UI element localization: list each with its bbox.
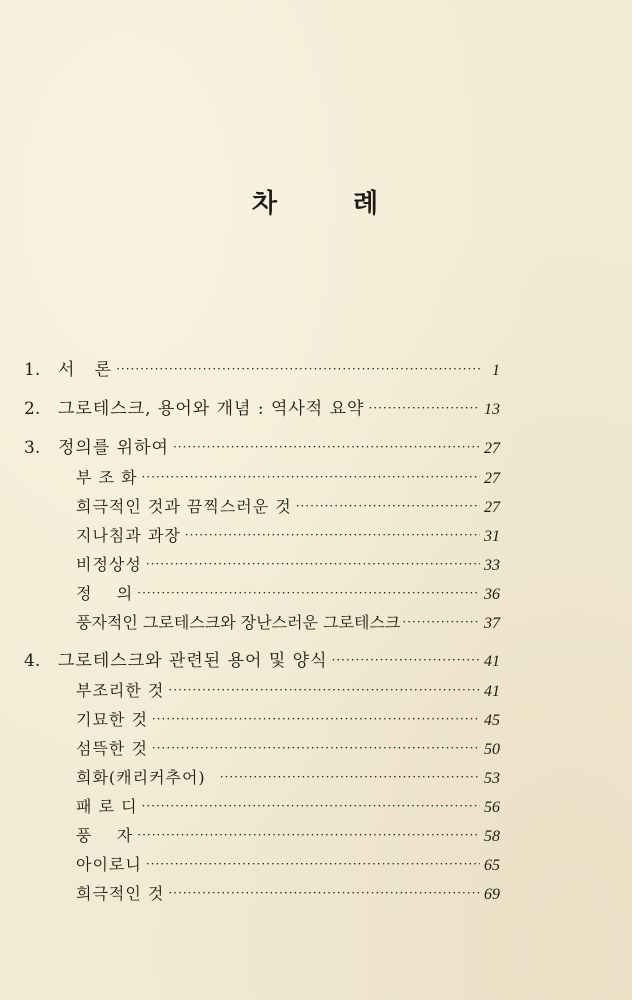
toc-page-number: 41: [484, 683, 500, 700]
leader-dots: [185, 521, 480, 550]
toc-number: 2.: [24, 399, 41, 419]
toc-entry-chapter-3: [24, 434, 500, 463]
toc-entry-section: [24, 550, 500, 579]
leader-dots: [142, 792, 480, 821]
title-right: 례: [353, 189, 381, 219]
toc-page-number: 53: [484, 770, 500, 787]
toc-page-number: 33: [484, 557, 500, 574]
toc-number: 4.: [24, 651, 41, 671]
toc-page-number: 1: [492, 362, 500, 379]
toc-label: 풍 자: [76, 826, 134, 845]
leader-dots: [137, 821, 480, 850]
toc-label: 패 로 디: [76, 797, 138, 816]
toc-label: 희화(캐리커추어): [76, 768, 206, 787]
leader-dots: [152, 705, 480, 734]
toc-entry-section: [24, 821, 500, 850]
toc-label: 아이로니: [76, 855, 142, 874]
toc-page-number: 50: [484, 741, 500, 758]
toc-page-number: 69: [484, 886, 500, 903]
toc-label: 부조리한 것: [76, 681, 165, 700]
toc-entry-chapter-2: [24, 395, 500, 424]
toc-label: 희극적인 것과 끔찍스러운 것: [76, 497, 292, 516]
toc-entry-section: [24, 492, 500, 521]
toc-page-number: 37: [484, 615, 500, 632]
leader-dots: [173, 433, 480, 462]
toc-label: 정 의: [76, 584, 134, 603]
toc-label: 기묘한 것: [76, 710, 148, 729]
leader-dots: [296, 492, 480, 521]
toc-page-number: 41: [484, 653, 500, 670]
toc-number: 3.: [24, 438, 41, 458]
leader-dots: [116, 355, 480, 384]
toc-entry-section: [24, 734, 500, 763]
toc-entry-section: [24, 676, 500, 705]
toc-entry-section: [24, 763, 500, 792]
toc-number: 1.: [24, 360, 41, 380]
toc-label: 정의를 위하여: [58, 438, 169, 458]
leader-dots: [142, 463, 480, 492]
toc-label: 서 론: [58, 360, 113, 380]
page-title: [0, 183, 632, 220]
toc-page-number: 36: [484, 586, 500, 603]
table-of-contents: [24, 356, 500, 908]
toc-page-number: 56: [484, 799, 500, 816]
title-left: 차: [251, 189, 279, 219]
leader-dots: [402, 608, 480, 637]
leader-dots: [146, 550, 480, 579]
toc-page-number: 13: [484, 401, 500, 418]
toc-entry-section: [24, 463, 500, 492]
toc-page-number: 65: [484, 857, 500, 874]
toc-page-number: 27: [484, 470, 500, 487]
toc-label: 그로테스크, 용어와 개념 : 역사적 요약: [58, 399, 365, 419]
toc-label: 그로테스크와 관련된 용어 및 양식: [58, 651, 328, 671]
toc-page-number: 27: [484, 440, 500, 457]
toc-entry-chapter-1: [24, 356, 500, 385]
leader-dots: [220, 763, 480, 792]
toc-entry-section: [24, 608, 500, 637]
toc-page-number: 58: [484, 828, 500, 845]
leader-dots: [332, 646, 480, 675]
leader-dots: [137, 579, 480, 608]
toc-label: 지나침과 과장: [76, 526, 181, 545]
leader-dots: [168, 676, 480, 705]
toc-label: 섬뜩한 것: [76, 739, 148, 758]
leader-dots: [152, 734, 480, 763]
toc-entry-section: [24, 705, 500, 734]
toc-label: 풍자적인 그로테스크와 장난스러운 그로테스크: [76, 613, 401, 632]
leader-dots: [168, 879, 480, 908]
toc-page-number: 27: [484, 499, 500, 516]
leader-dots: [146, 850, 480, 879]
toc-entry-chapter-4: [24, 647, 500, 676]
leader-dots: [368, 394, 480, 423]
toc-page-number: 45: [484, 712, 500, 729]
toc-page-number: 31: [484, 528, 500, 545]
toc-label: 희극적인 것: [76, 884, 165, 903]
toc-entry-section: [24, 879, 500, 908]
toc-entry-section: [24, 521, 500, 550]
toc-entry-section: [24, 850, 500, 879]
toc-label: 부 조 화: [76, 468, 138, 487]
toc-entry-section: [24, 579, 500, 608]
toc-entry-section: [24, 792, 500, 821]
toc-label: 비정상성: [76, 555, 142, 574]
